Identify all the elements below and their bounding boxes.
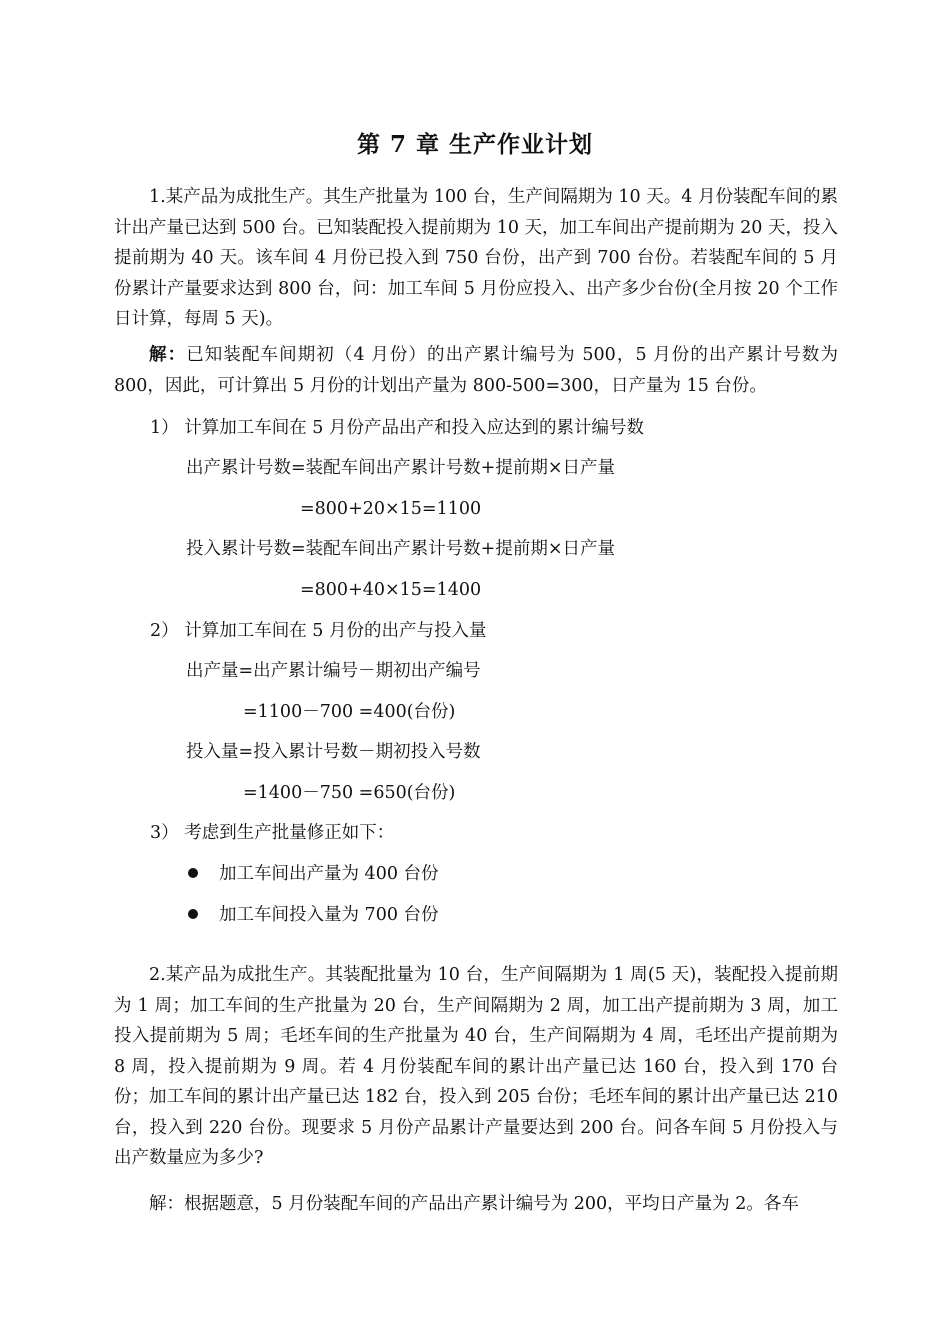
formula-output-quantity: 出产量=出产累计编号－期初出产编号	[186, 661, 481, 681]
formula-input-cumulative: 投入累计号数=装配车间出产累计号数+提前期×日产量	[186, 539, 615, 559]
answer-1-text: 已知装配车间期初（4 月份）的出产累计编号为 500，5 月份的出产累计号数为 800，因此，可计算出 5 月份的计划出产量为 800-500=300，日产量为 15 台份。	[114, 345, 839, 396]
answer-2-intro: 解：根据题意，5 月份装配车间的产品出产累计编号为 200，平均日产量为 2。各车	[149, 1194, 799, 1214]
formula-input-quantity: 投入量=投入累计号数－期初投入号数	[186, 742, 481, 762]
bullet-icon	[188, 909, 198, 919]
question-1: 1.某产品为成批生产。其生产批量为 100 台，生产间隔期为 10 天。4 月份装配车间的累计出产量已达到 500 台。已知装配投入提前期为 10 天，加工车间出产提前期为 20 天，投入提前期为 40 天。该车间 4 月份已投入到 750 台份，出产到 700 台份。若装配车间的 5 月份累计产量要求达到 800 台，问：加工车间 5 月份应投入、出产多少台份(全月按 20 个工作日计算，每周 5 天)。	[114, 187, 838, 329]
bullet-input: 加工车间投入量为 700 台份	[219, 905, 439, 925]
chapter-title: 第 7 章 生产作业计划	[356, 131, 594, 158]
step-2: 2） 计算加工车间在 5 月份的出产与投入量	[150, 621, 487, 641]
formula-input-quantity-value: =1400－750 =650(台份)	[243, 783, 456, 803]
bullet-output: 加工车间出产量为 400 台份	[219, 864, 439, 884]
formula-output-cumulative-value: =800+20×15=1100	[300, 499, 482, 519]
bullet-icon	[188, 868, 198, 878]
formula-output-quantity-value: =1100－700 =400(台份)	[243, 702, 456, 722]
answer-1-intro	[114, 340, 838, 401]
step-3: 3） 考虑到生产批量修正如下：	[150, 823, 395, 843]
question-2: 2.某产品为成批生产。其装配批量为 10 台，生产间隔期为 1 周(5 天)，装配投入提前期为 1 周；加工车间的生产批量为 20 台，生产间隔期为 2 周，加工出产提前期为 3 周，加工投入提前期为 5 周；毛坯车间的生产批量为 40 台，生产间隔期为 4 周，毛坯出产提前期为 8 周，投入提前期为 9 周。若 4 月份装配车间的累计出产量已达 160 台，投入到 170 台份；加工车间的累计出产量已达 182 台，投入到 205 台份；毛坯车间的累计出产量已达 210 台，投入到 220 台份。现要求 5 月份产品累计产量要达到 200 台。问各车间 5 月份投入与出产数量应为多少?	[114, 965, 838, 1168]
formula-output-cumulative: 出产累计号数=装配车间出产累计号数+提前期×日产量	[186, 458, 615, 478]
answer-label: 解：	[149, 345, 187, 365]
formula-input-cumulative-value: =800+40×15=1400	[300, 580, 482, 600]
step-1: 1） 计算加工车间在 5 月份产品出产和投入应达到的累计编号数	[150, 418, 644, 438]
